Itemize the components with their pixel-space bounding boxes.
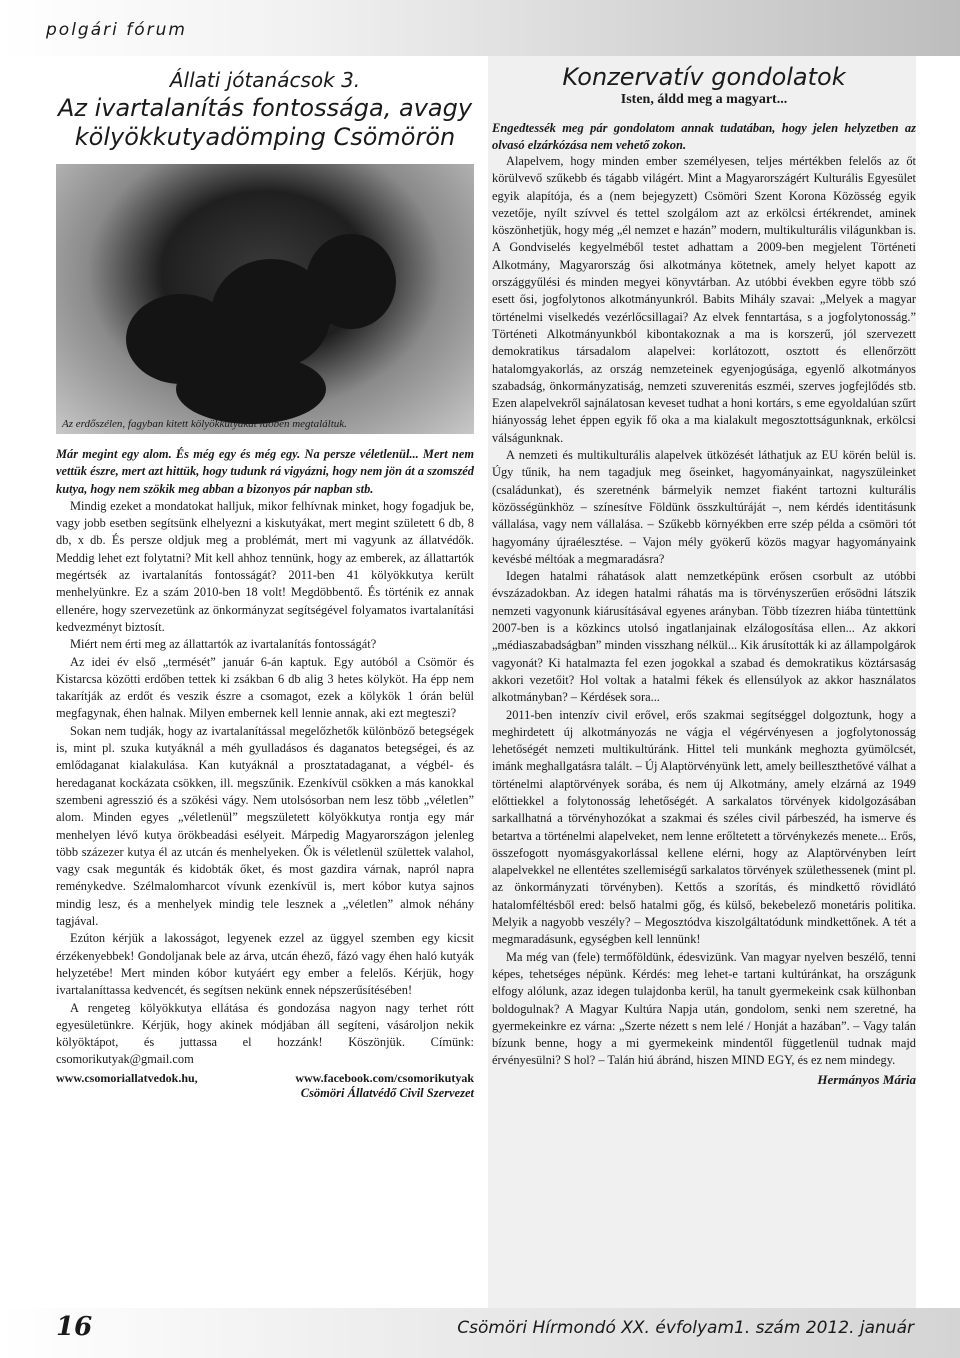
column-paragraph: 2011-ben intenzív civil erővel, erős szakmai segítséggel dolgoztunk, hogy a meghirdetett új alkotmányozás ne vágja el végérvényesen a jogfolytonosság lehetőségét nemzeti multikultúránk. Hittel teli munkánk meghozta gyümölcsét, imánk meghallgatásra talált. – Új Alaptörvényünk lett, amely beilleszthetővé válhat a történelmi alaptörvények sorába, és nem új Alkotmány, amely elzárná az 1949 előttiekkel a folytonosság lehetőségét. A sarkalatos törvények kidolgozásában sarkallhatná a törvényhozókat a szakmai és széles civil párbeszéd, ha ismerve és betartva a történelmi alapelveket, nem lenne erőltetett a törvénykezés menete... Erős, összefogott nyomásgyakorlással kellene elérni, hogy az Alaptörvényben leírt alapelvekkel ne ellentétes szellemiségű sarkalatos törvények születhessenek (mint pl. az önkormányzati törvényben). Kettős a szorítás, és mindkettő rövidlátó hatalomféltésből ered: belső hatalmi gőg, és külső, bekebelező monetáris politika. Melyik a nagyobb veszély? – Megosztódva kiszolgáltatódunk mindkettőnek. A tét a megmaradásunk, egységben kell lennünk! (492, 707, 916, 947)
column-title: Konzervatív gondolatok (562, 63, 846, 91)
column-paragraph: Idegen hatalmi ráhatások alatt nemzetképünk erősen csorbult az utóbbi évszázadokban. Az idegen hatalmi ráhatás ma is törvényszerűen erősödni látszik nemzeti vagyonunk kiárusításával egyenes arányban. Több tízezren hiába tüntettünk 2007-ben is a közkincs utolsó ingatlanjainak elzálogosítása ellen... Az akkori „médiaszabadságban” minden visszhang nélkül... Kik árusították ki az állampolgárok vagyonát? Ki hatalmazta fel ezen jogokkal a szabad és demokratikus köztársaság akkori vezetőit? Hol voltak a hatalmi fékek és ellensúlyok az akkor használatos alkotmányban? – Kérdések sora... (492, 569, 916, 705)
page-number: 16 (56, 1312, 93, 1342)
headline-line-2: kölyökkutyadömping Csömörön (74, 123, 456, 151)
headline-line-1: Az ivartalanítás fontossága, avagy (57, 94, 473, 122)
facebook-link[interactable]: www.facebook.com/csomorikutyak (295, 1070, 474, 1085)
column-paragraph: A nemzeti és multikulturális alapelvek ütközését láthatjuk az EU körén belül is. Úgy tűnik, ha nem tagadjuk meg őseinket, hagyományainkat, nagyszüleinket (családunkat), és szeretnénk bármelyik nemzet fiaként tartozni kulturális közösségünkhöz – színesítve Földünk összkultúráját –, nem kérdés identitásunk vállalása, vagy nem vállalása. – Szűkebb környékben erre szép példa a csömöri tót hagyomány újraélesztése. – Vajon mély gyökerű közös magyar hagyományaink kevésbé méltóak a megmaradásra? (492, 448, 916, 566)
article-paragraph: Az idei év első „termését” január 6-án kaptuk. Egy autóból a Csömör és Kistarcsa közötti erdőben tettek ki zsákban 6 db alig 3 hetes kölyköt. Ha épp nem takarítják az erdőt és veszik észre a csomagot, ezek a kölykök 1 órán belül megfagynak, éhen halnak. Milyen embernek kell lennie annak, aki ezt megteszi? (56, 654, 474, 721)
puppies-photo (56, 164, 474, 434)
right-article (492, 56, 916, 1088)
article-paragraph: A rengeteg kölyökkutya ellátása és gondozása nagyon nagy terhet rótt egyesületünkre. Kérjük, hogy akinek módjában áll segíteni, vásároljon nekik kölyöktápot, és juttassa el hozzánk! Köszönjük. Címünk: csomorikutyak@gmail.com (56, 1000, 474, 1067)
publication-info: Csömöri Hírmondó XX. évfolyam1. szám 2012. január (457, 1318, 914, 1338)
article-paragraph: Miért nem érti meg az állattartók az ivartalanítás fontosságát? (70, 637, 377, 652)
article-lead: Már megint egy alom. És még egy és még egy. Na persze véletlenül... Mert nem vettük észre, mert azt hittük, hogy tudunk rá vigyázni, hogy nem jön át a szomszéd kutya, hogy nem szökik meg abban a bizonyos pár napban stb. (56, 447, 474, 496)
column-paragraph: Alapelvem, hogy minden ember személyesen, teljes mértékben felelős az őt körülvevő szűkebb és tágabb világért. Mint a Magyarországért Kulturális Egyesület egyik alapítója, és a (nem bejegyzett) Csömöri Szent Korona Közösség egyik vezetője, nyílt szívvel és tettel szolgálom azt az erkölcsi értékrendet, aminek köszönhetjük, hogy még „él nemzet e hazán” modern, multikulturális világunkban is. A Gondviselés kegyelméből testet adhattam a 2009-ben megjelent Történeti Alkotmány, Magyarország ősi alkotmánya kötetnek, amely helyet kapott az országgyűlési és minden megyei könyvtárban. Az utóbbi években egyre több szó esett ősi, jogfolytonos alkotmányunkról. Babits Mihály szavai: „Melyek a magyar történelmi viselkedés vezérlőcsillagai? Az elvek fenntartása, s a jogfolytonosság.” Történeti Alkotmányunkból kibontakoznak a ma is korszerű, jól szervezett demokratikus társadalom alapelvei: korlátozott, osztott és ellenőrzött hatalomgyakorlás, az ország nemzeteinek egyenjogúsága, egyenlő alkotmányos szabadság, önkormányzatiság, nemzeti szuverenitás eszméi, szerves jogfejlődés stb. Ezen alapelvekről sajnálatosan keveset tudhat a honi kortárs, s eme egyoldalúan szűrt hiányosság lehet éppen egyik fő oka a ma kialakult megosztottságunknak, erkölcsi válságunknak. (492, 154, 916, 445)
article-kicker: Állati jótanácsok 3. (169, 68, 361, 92)
column-lead: Engedtessék meg pár gondolatom annak tudatában, hogy jelen helyzetben az olvasó elzárkózása nem vehető zokon. (492, 121, 916, 152)
column-subtitle: Isten, áldd meg a magyart... (620, 92, 788, 107)
puppy-shape (176, 354, 326, 424)
web-links (56, 1071, 474, 1086)
organization-signature: Csömöri Állatvédő Civil Szervezet (300, 1085, 474, 1100)
article-paragraph: Ezúton kérjük a lakosságot, legyenek ezzel az üggyel szemben egy kicsit érzékenyebbek! Gondoljanak bele az árva, utcán éhező, fázó vagy éhen haló kutyák helyzetébe! Mert minden kóbor kutyáért egy ember a felelős. Kérjük, hogy ivartalaníttassa kedvencét, és segítsen nekünk ennek népszerűsítésében! (56, 931, 474, 998)
left-article (56, 66, 474, 1101)
author-name: Hermányos Mária (817, 1071, 916, 1087)
section-label: polgári fórum (46, 20, 187, 40)
photo-caption: Az erdőszélen, fagyban kitett kölyökkutyákat időben megtaláltuk. (62, 418, 347, 430)
article-paragraph: Sokan nem tudják, hogy az ivartalanítással megelőzhetők különböző betegségek is, mint pl. szuka kutyáknál a méh gyulladásos és daganatos betegségei, és az emlődaganat kialakulása. Kan kutyáknál a prosztatadaganat, a végbél- és heredaganat kockázata csökken, ill. megszűnik. Ezenkívül csökken a más kanokkal szembeni agresszió és a szökési vágy. Nem utolsósorban nem lesz több „véletlen” alom. Minden egyes „véletlenül” megszületett kölyökkutya rontja egy már menhelyen lévő kutya örökbeadási esélyeit. Márpedig Magyarországon jelenleg több százezer kutya él az utcán és menhelyeken. Ők is véletlenül születtek valahol, vagy csak megunták és kidobták őket, és most gazdira várnak, napról napra reménykedve. Szélmalomharcot vívunk ezenkívül is, mert kóbor kutya sajnos mindig lesz, és a menhelyek mindig tele lesznek a „véletlen” almok néhány tagjával. (56, 723, 474, 929)
website-link[interactable]: www.csomoriallatvedok.hu, (56, 1070, 198, 1085)
article-paragraph: Mindig ezeket a mondatokat halljuk, mikor felhívnak minket, hogy fogadjuk be, vagy jobb esetben segítsünk elhelyezni a kiskutyákat, mert megint született 6 db, 8 db, x db. És persze oldjuk meg a problémát, mert mi vagyunk az állatvédők. Meddig lehet ezt folytatni? Mit kell ahhoz tennünk, hogy az emberek, az állattartók megértsék az ivartalanítás fontosságát? 2011-ben 41 kölyökkutya került menhelyünkre. Ez a szám 2010-ben 18 volt! Megdöbbentő. És történik ez annak ellenére, hogy szervezetünk az önkormányzat segítségével folyamatos ivartalanítási kedvezményt biztosít. (56, 498, 474, 634)
puppy-shape (306, 234, 396, 329)
article-headline (56, 94, 474, 152)
column-paragraph: Ma még van (fele) termőföldünk, édesvizünk. Van magyar nyelven beszélő, tenni képes, tehetséges népünk. Kérdés: meg lehet-e tartani kultúránkat, ha országunk elfogy alólunk, azaz idegen tulajdonba kerül, ha tanult gyermekeink csak külhonban boldogulnak? A Magyar Kultúra Napja után, gondolom, senki nem szeretné, ha gyermekeinkre ez várna: „Szerte nézett s nem lelé / Honját a hazában”. – Vagy talán bízunk benne, hogy a mi gyermekeink mindentől függetlenül tudnak majd érvényesülni? S hol? – Talán hiú ábránd, hiszen MIND EGY, és ez nem mindegy. (492, 949, 916, 1068)
